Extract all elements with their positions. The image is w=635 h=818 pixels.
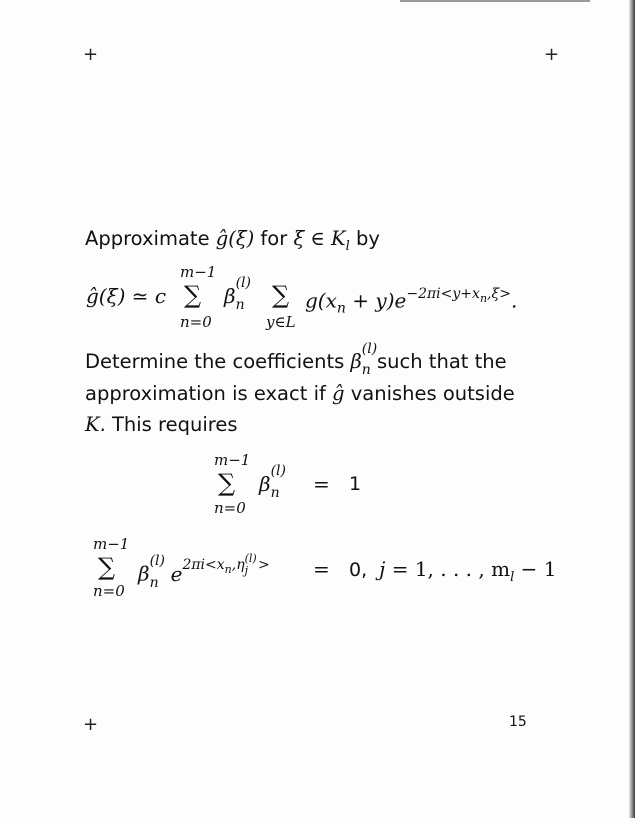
crop-mark: + xyxy=(83,44,99,65)
eq1-sum2-lower: y∈L xyxy=(266,313,296,331)
page-edge-shadow xyxy=(400,0,590,2)
eq2-sum-lower: n=0 xyxy=(214,499,246,517)
paragraph-determine-line2: approximation is exact if ĝ vanishes outside xyxy=(85,382,515,405)
page-edge-shadow xyxy=(629,0,635,818)
eq2-equals: = xyxy=(313,472,330,496)
eq1-beta: β (l) $_n$ xyxy=(224,275,251,313)
paragraph-intro: Approximate ĝ(ξ) for ξ ∈ $K_l$ by xyxy=(85,227,380,254)
eq1-lhs: ĝ(ξ) ≃ c xyxy=(86,284,167,308)
eq3-term: β (l) $_n$ $e^{2\pi i<x_n,\eta (l) _j >}$ xyxy=(138,552,270,591)
eq2-sum-sign: ∑ xyxy=(218,469,236,497)
eq2-beta: β (l) $_n$ xyxy=(259,463,286,501)
eq3-rhs: 0, j = 1, . . . , $m_l - 1$ xyxy=(349,557,557,585)
paragraph-determine-line1: Determine the coefficients β (l) $_n$ such that the xyxy=(85,341,507,378)
eq3-sum-lower: n=0 xyxy=(93,582,125,600)
eq2-rhs: 1 xyxy=(349,473,362,495)
math-xi-in-k: ξ ∈ K xyxy=(293,227,346,250)
eq3-sum-sign: ∑ xyxy=(98,553,116,581)
crop-mark: + xyxy=(83,714,99,735)
eq3-sum-upper: m−1 xyxy=(93,535,130,553)
page-number: 15 xyxy=(509,714,527,730)
eq1-sum-sign: ∑ xyxy=(184,281,202,309)
math-ghat-xi: ĝ(ξ) xyxy=(215,227,255,250)
eq1-term: $g(x_n + y)e^{-2\pi i<y+x_n,\xi>}$. xyxy=(305,286,518,317)
eq1-sum-sign-2: ∑ xyxy=(272,281,290,309)
crop-mark: + xyxy=(544,44,560,65)
paragraph-determine-line3: K. This requires xyxy=(85,413,238,436)
eq3-equals: = xyxy=(313,557,330,581)
eq2-sum-upper: m−1 xyxy=(214,451,251,469)
eq1-sum-upper: m−1 xyxy=(180,263,217,281)
eq1-sum-lower: n=0 xyxy=(180,313,212,331)
